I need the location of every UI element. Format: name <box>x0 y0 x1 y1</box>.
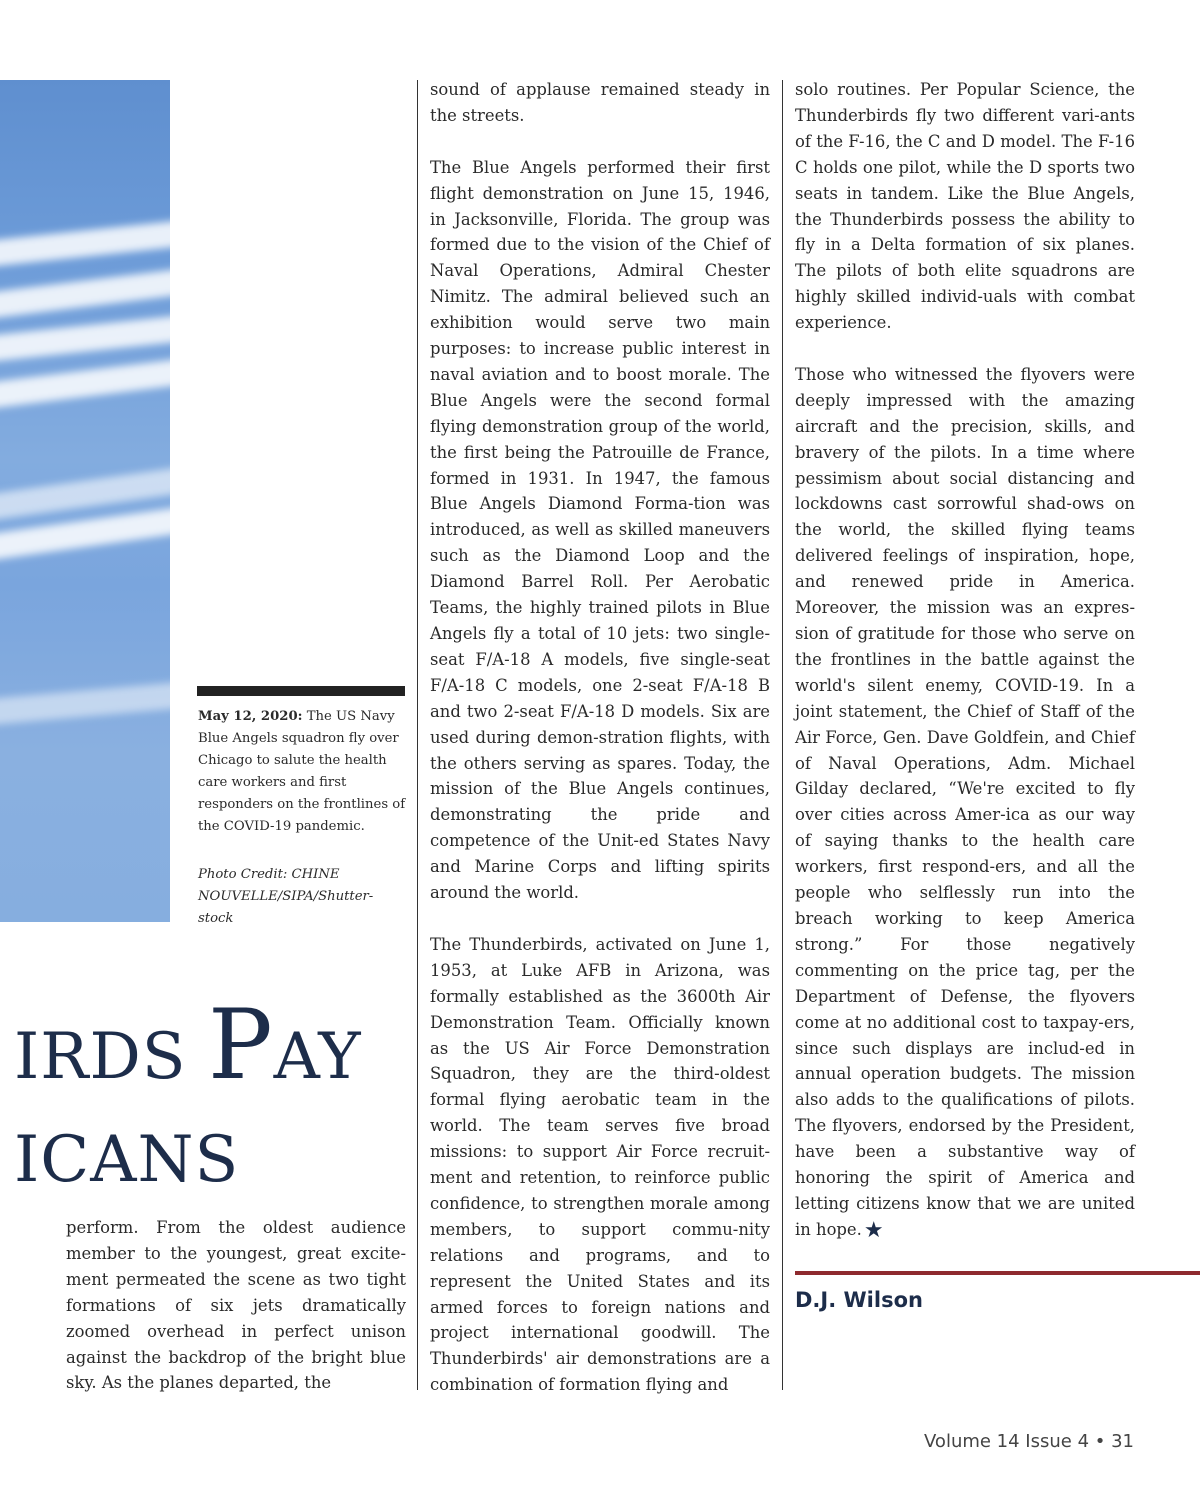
paragraph: The Blue Angels performed their first flight demonstration on June 15, 1946, in Jacksonville, Florida. The group was formed due to the vision of the Chief of Naval Operations, Admiral Chester Nimitz. The admiral believed such an exhibition would serve two main purposes: to increase public interest in naval aviation and to boost morale. The Blue Angels were the second formal flying demonstration group of the world, the first being the Patrouille de France, formed in 1931. In 1947, the famous Blue Angels Diamond Forma-tion was introduced, as well as skilled maneuvers such as the Diamond Loop and the Diamond Barrel Roll. Per Aerobatic Teams, the highly trained pilots in Blue Angels fly a total of 10 jets: two single-seat F/A-18 A models, five single-seat F/A-18 C models, one 2-seat F/A-18 B and two 2-seat F/A-18 D models. Six are used during demon-stration flights, with the others serving as spares. Today, the mission of the Blue Angels continues, demonstrating the pride and competence of the Unit-ed States Navy and Marine Corps and lifting spirits around the world. <box>430 157 770 903</box>
photo-credit: Photo Credit: CHINE NOUVELLE/SIPA/Shutter-stock <box>198 867 374 926</box>
article-headline <box>14 990 414 1208</box>
paragraph: Those who witnessed the flyovers were deeply impressed with the amazing aircraft and the precision, skills, and bravery of the pilots. In a time where pessimism about social distancing and lockdowns cast sorrowful shad-ows on the world, the skilled flying teams delivered feelings of inspiration, hope, and renewed pride in America. Moreover, the mission was an expres-sion of gratitude for those who serve on the frontlines in the battle against the world's silent enemy, COVID-19. In a joint statement, the Chief of Staff of the Air Force, Gen. Dave Goldfein, and Chief of Naval Operations, Adm. Michael Gilday declared, “We're excited to fly over cities across Amer-ica as our way of saying thanks to the health care workers, first respond-ers, and all the people who selflessly run into the breach working to keep America strong.” For those negatively commenting on the price tag, per the Department of Defense, the flyovers come at no additional cost to taxpay-ers, since such displays are includ-ed in annual operation budgets. The mission also adds to the qualifications of pilots. The flyovers, endorsed by the President, have been a substantive way of honoring the spirit of America and letting citizens know that we are united in hope.★ <box>795 364 1135 1243</box>
column-divider <box>782 80 783 1390</box>
star-icon: ★ <box>863 1217 884 1243</box>
paragraph: perform. From the oldest audience member to the youngest, great excite-ment permeated the scene as two tight formations of six jets dramatically zoomed overhead in perfect unison against the backdrop of the bright blue sky. As the planes departed, the <box>66 1218 406 1393</box>
page-folio: Volume 14 Issue 4 • 31 <box>924 1431 1134 1452</box>
article-column-3 <box>795 77 1135 1269</box>
caption-date: May 12, 2020: <box>198 709 303 724</box>
paragraph: solo routines. Per Popular Science, the Thunderbirds fly two different vari-ants of the F-16, the C and D model. The F-16 C holds one pilot, while the D sports two seats in tandem. Like the Blue Angels, the Thunderbirds possess the ability to fly in a Delta formation of six planes. The pilots of both elite squadrons are highly skilled individ-uals with combat experience. <box>795 80 1135 333</box>
article-column-2 <box>430 77 770 1424</box>
paragraph: sound of applause remained steady in the streets. <box>430 80 770 125</box>
contrail <box>0 680 170 725</box>
article-photo <box>0 80 170 922</box>
column-divider <box>417 80 418 1390</box>
photo-caption <box>198 706 408 838</box>
contrail <box>0 219 170 268</box>
caption-text: The US Navy Blue Angels squadron fly over Chicago to salute the health care workers and first responders on the frontlines of the COVID-19 pandemic. <box>198 709 406 834</box>
author-rule <box>795 1271 1200 1275</box>
headline-line-1: IRDS PAY <box>14 989 362 1101</box>
article-column-1 <box>66 1215 406 1422</box>
contrail <box>0 314 170 363</box>
contrail <box>0 267 170 320</box>
author-name: D.J. Wilson <box>795 1288 923 1312</box>
contrail <box>0 357 170 410</box>
headline-line-2: ICANS <box>14 1123 240 1197</box>
caption-rule <box>197 686 405 696</box>
paragraph: The Thunderbirds, activated on June 1, 1953, at Luke AFB in Arizona, was formally established as the 3600th Air Demonstration Team. Officially known as the US Air Force Demonstration Squadron, they are the third-oldest formal flying aerobatic team in the world. The team serves five broad missions: to support Air Force recruit-ment and retention, to reinforce public confidence, to strengthen morale among members, to support commu-nity relations and programs, and to represent the United States and its armed forces to foreign nations and project international goodwill. The Thunderbirds' air demonstrations are a combination of formation flying and <box>430 934 770 1395</box>
